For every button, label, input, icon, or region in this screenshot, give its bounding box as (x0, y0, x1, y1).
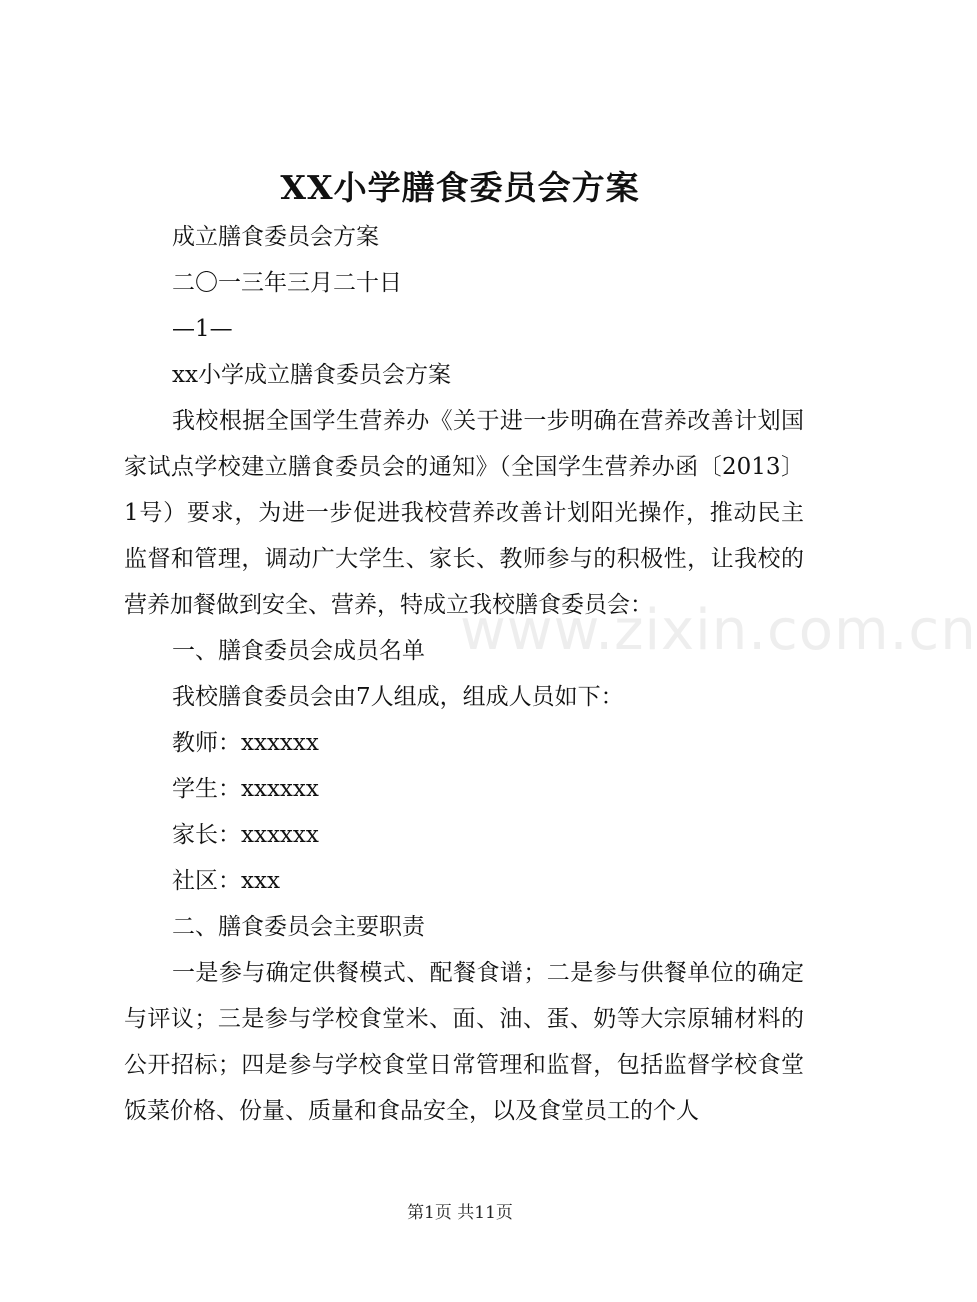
subtitle-line: xx小学成立膳食委员会方案 (172, 362, 451, 388)
document-body (124, 214, 804, 1134)
member-item: 学生：xxxxxx (172, 776, 319, 802)
section-intro: 我校膳食委员会由7人组成，组成人员如下： (172, 684, 624, 710)
section-heading: 二、膳食委员会主要职责 (172, 914, 425, 940)
document-title: XX小学膳食委员会方案 (280, 168, 640, 207)
watermark: www.zixin.com.cn (460, 598, 977, 663)
date-line: 二〇一三年三月二十日 (172, 270, 402, 296)
page-footer: 第1页 共11页 (407, 1203, 513, 1223)
member-item: 家长：xxxxxx (172, 822, 319, 848)
member-item: 教师：xxxxxx (172, 730, 319, 756)
section-heading: 一、膳食委员会成员名单 (172, 638, 425, 664)
intro-paragraph: 我校根据全国学生营养办《关于进一步明确在营养改善计划国家试点学校建立膳食委员会的通知》（全国学生营养办函〔2013〕1号）要求，为进一步促进我校营养改善计划阳光操作，推动民主监督和管理，调动广大学生、家长、教师参与的积极性，让我校的营养加餐做到安全、营养，特成立我校膳食委员会： (124, 408, 804, 618)
text-line: 成立膳食委员会方案 (172, 224, 379, 250)
member-item: 社区：xxx (172, 868, 280, 894)
page-marker-line: —1— (172, 316, 233, 342)
duties-paragraph: 一是参与确定供餐模式、配餐食谱；二是参与供餐单位的确定与评议；三是参与学校食堂米、面、油、蛋、奶等大宗原辅材料的公开招标；四是参与学校食堂日常管理和监督，包括监督学校食堂饭菜价格、份量、质量和食品安全，以及食堂员工的个人 (124, 960, 804, 1124)
